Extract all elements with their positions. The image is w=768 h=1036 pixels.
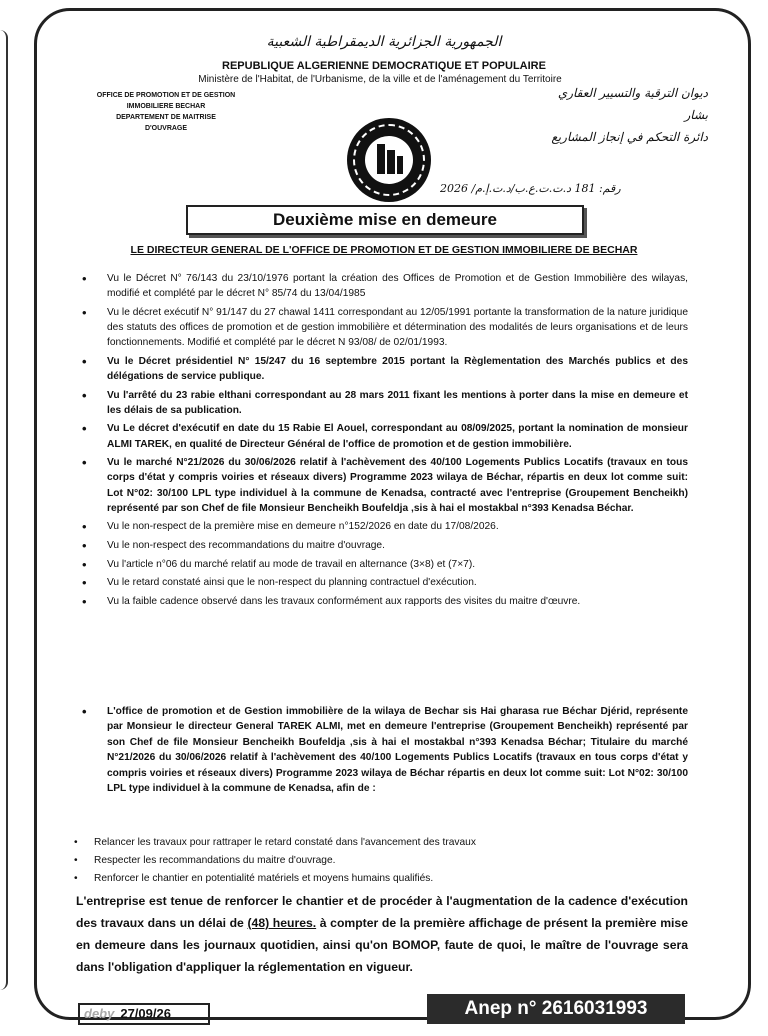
ministry-line: Ministère de l'Habitat, de l'Urbanisme, de la ville et de l'aménagement du Territoire (198, 74, 562, 85)
list-item: • Respecter les recommandations du maitre d'ouvrage. (72, 852, 692, 870)
office-logo-icon (347, 118, 431, 202)
delay-value: (48) heures. (247, 916, 317, 930)
list-item: • Vu l'arrêté du 23 rabie elthani correspondant au 28 mars 2011 fixant les mentions à porter dans la mise en demeure et les délais de sa publication. (80, 388, 688, 418)
list-item: • Vu le marché N°21/2026 du 30/06/2026 relatif à l'achèvement des 40/100 Logements Publics Locatifs (travaux en tous corps d'état y compris voiries et réseaux divers) Programme 2023 wilaya de Béchar, répartis en deux lot comme suit: Lot N°02: 30/100 LPL type individuel à la commune de Kenadsa, contracté avec l'entreprise (Groupement Bencheikh) représenté par son Chef de file Monsieur Bencheikh Boufeldja ,sis à hai el mostakbal n°393 Kenadsa Béchar. (80, 455, 688, 516)
final-paragraph (76, 890, 688, 978)
list-item: • Vu le Décret présidentiel N° 15/247 du 16 septembre 2015 portant la Règlementation des Marchés publics et des délégations de service publique. (80, 354, 688, 384)
office-ar-line: بشار (684, 108, 708, 122)
list-item: • Vu l'article n°06 du marché relatif au mode de travail en alternance (3×8) et (7×7). (80, 557, 688, 572)
list-item: • Vu le retard constaté ainsi que le non-respect du planning contractuel d'exécution. (80, 575, 688, 590)
list-item: • Vu le non-respect des recommandations du maitre d'ouvrage. (80, 538, 688, 553)
office-arabic-block (508, 82, 708, 148)
list-item: • Renforcer le chantier en potentialité matériels et moyens humains qualifiés. (72, 870, 692, 888)
document-title: Deuxième mise en demeure (186, 205, 584, 235)
footer-stamp (78, 1003, 210, 1025)
office-ar-line: دائرة التحكم في إنجاز المشاريع (551, 130, 708, 144)
actions-list (72, 834, 692, 888)
final-text-1: L'entreprise est tenue de renforcer le chantier et de procéder à l'augmentation de la cadence d'exécution des travaux dans un délai de (76, 894, 688, 930)
list-item: • Relancer les travaux pour rattraper le retard constaté dans l'avancement des travaux (72, 834, 692, 852)
anep-badge: Anep n° 2616031993 (427, 994, 685, 1024)
document-subtitle: LE DIRECTEUR GENERAL DE L'OFFICE DE PROMOTION ET DE GESTION IMMOBILIERE DE BECHAR (130, 244, 638, 256)
list-item: • Vu le non-respect de la première mise en demeure n°152/2026 en date du 17/08/2026. (80, 519, 688, 534)
page-edge-left (0, 30, 8, 990)
considerants-list (80, 271, 688, 612)
office-french-block (76, 90, 256, 134)
list-item: • Vu la faible cadence observé dans les travaux conformément aux rapports des visites du maitre d'œuvre. (80, 594, 688, 609)
list-item: • Vu le décret exécutif N° 91/147 du 27 chawal 1411 correspondant au 12/05/1991 portante la transformation de la nature juridique des statuts des offices de promotion et de gestion immobilière et détermination des modalités de leurs organisations et de leurs fonctionnements. Modifié et complété par le décret N 93/08/ de 02/01/1993. (80, 305, 688, 351)
office-line: IMMOBILIERE BECHAR (126, 103, 206, 110)
brand-label: deby (84, 1006, 115, 1021)
main-paragraph: • L'office de promotion et de Gestion immobilière de la wilaya de Bechar sis Hai gharasa rue Béchar Djérid, représente par Monsieur le directeur General TAREK ALMI, met en demeure l'entreprise (Groupement Bencheikh) représenté par son Chef de file Monsieur Bencheikh Boufeldja ,sis à hai el mostakbal n°393 Kenadsa Béchar; Titulaire du marché N°21/2026 du 30/06/2026 relatif à l'achèvement des 40/100 Logements Publics Locatifs (travaux en tous corps d'état y compris voiries et réseaux divers) Programme 2023 wilaya de Béchar répartis en deux lot comme suit: Lot N°02: 30/100 LPL type individuel à la commune de Kenadsa, afin de : (80, 704, 688, 796)
footer-date: 27/09/26 (120, 1006, 171, 1021)
office-line: D'OUVRAGE (144, 125, 188, 132)
arabic-republic-title: الجمهورية الجزائرية الديمقراطية الشعبية (266, 34, 502, 50)
final-text-2: à compter de la première affichage de présent la première mise en demeure dans les journaux quotidien, ainsi qu'on BOMOP, faute de quoi, le maître de l'ouvrage sera dans l'obligation d'appliquer la réglementation en vigueur. (76, 916, 688, 974)
list-item: • Vu le Décret N° 76/143 du 23/10/1976 portant la création des Offices de Promotion et de Gestion Immobilière des wilayas, modifié et complété par le décret N° 85/74 du 13/04/1985 (80, 271, 688, 301)
office-line: DEPARTEMENT DE MAITRISE (116, 114, 216, 121)
office-line: OFFICE DE PROMOTION ET DE GESTION (96, 92, 236, 99)
reference-number: رقم: 181 د.ت.ت.ع.ب/د.ت.إ.م/ 2026 (440, 182, 621, 195)
main-paragraph-text: L'office de promotion et de Gestion immobilière de la wilaya de Bechar sis Hai gharasa rue Béchar Djérid, représente par Monsieur le directeur General TAREK ALMI, met en demeure l'entreprise (Groupement Bencheikh) représenté par son Chef de file Monsieur Bencheikh Boufeldja ,sis à hai el mostakbal n°393 Kenadsa Béchar; Titulaire du marché N°21/2026 du 30/06/2026 relatif à l'achèvement des 40/100 Logements Publics Locatifs (travaux en tous corps d'état y compris voiries et réseaux divers) Programme 2023 wilaya de Béchar répartis en deux lot comme suit: Lot N°02: 30/100 LPL type individuel à la commune de Kenadsa, afin de : (107, 706, 688, 795)
republic-title: REPUBLIQUE ALGERIENNE DEMOCRATIQUE ET POPULAIRE (222, 60, 546, 72)
list-item: • Vu Le décret d'exécutif en date du 15 Rabie El Aouel, correspondant au 08/09/2025, portant la nomination de monsieur ALMI TAREK, en qualité de Directeur Général de l'office de promotion et de gestion immobilière. (80, 421, 688, 451)
office-ar-line: ديوان الترقية والتسيير العقاري (557, 86, 708, 100)
